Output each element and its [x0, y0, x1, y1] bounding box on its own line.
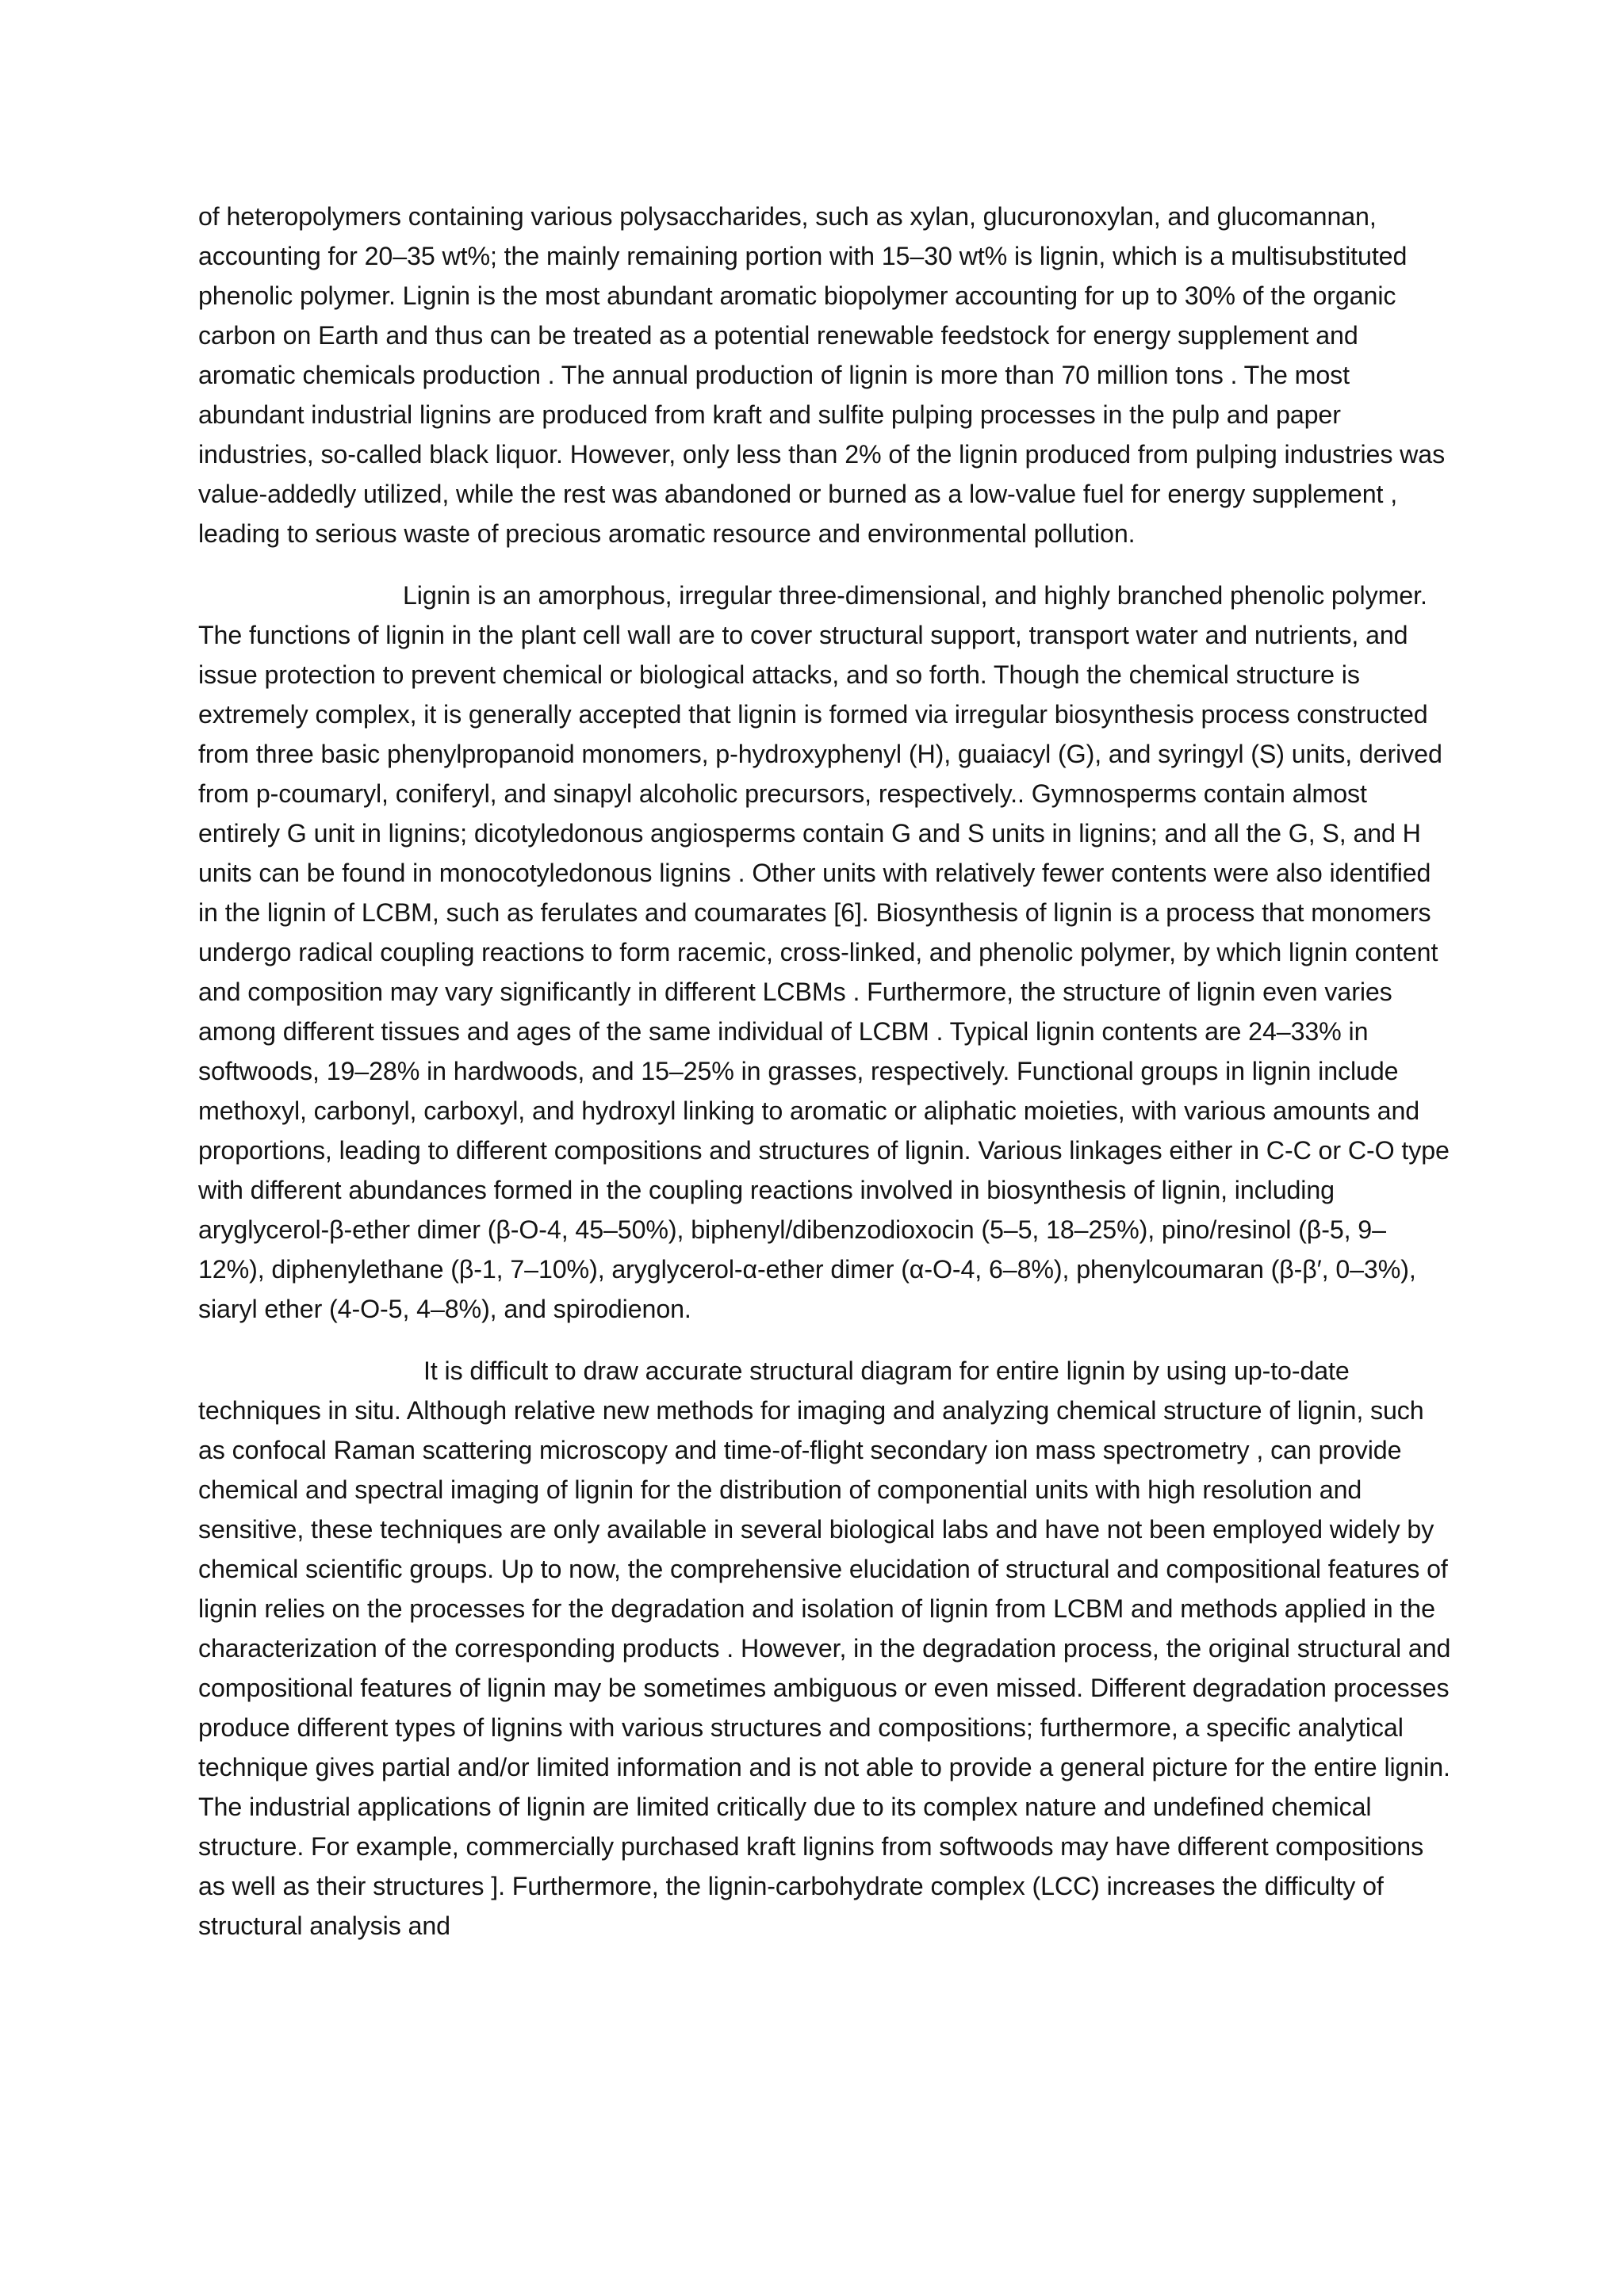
paragraph-1: of heteropolymers containing various polysaccharides, such as xylan, glucuronoxylan, and glucomannan, accounting for 20–35 wt%; the mainly remaining portion with 15–30 wt% is lignin, which is a multisubstituted phenolic polymer. Lignin is the most abundant aromatic biopolymer accounting for up to 30% of the organic carbon on Earth and thus can be treated as a potential renewable feedstock for energy supplement and aromatic chemicals production . The annual production of lignin is more than 70 million tons . The most abundant industrial lignins are produced from kraft and sulfite pulping processes in the pulp and paper industries, so-called black liquor. However, only less than 2% of the lignin produced from pulping industries was value-addedly utilized, while the rest was abandoned or burned as a low-value fuel for energy supplement , leading to serious waste of precious aromatic resource and environmental pollution. [198, 202, 1446, 548]
paragraph-2: Lignin is an amorphous, irregular three-dimensional, and highly branched phenolic polymer. The functions of lignin in the plant cell wall are to cover structural support, transport water and nutrients, and issue protection to prevent chemical or biological attacks, and so forth. Though the chemical structure is extremely complex, it is generally accepted that lignin is formed via irregular biosynthesis process constructed from three basic phenylpropanoid monomers, p-hydroxyphenyl (H), guaiacyl (G), and syringyl (S) units, derived from p-coumaryl, coniferyl, and sinapyl alcoholic precursors, respectively.. Gymnosperms contain almost entirely G unit in lignins; dicotyledonous angiosperms contain G and S units in lignins; and all the G, S, and H units can be found in monocotyledonous lignins . Other units with relatively fewer contents were also identified in the lignin of LCBM, such as ferulates and coumarates [6]. Biosynthesis of lignin is a process that monomers undergo radical coupling reactions to form racemic, cross-linked, and phenolic polymer, by which lignin content and composition may vary significantly in different LCBMs . Furthermore, the structure of lignin even varies among different tissues and ages of the same individual of LCBM . Typical lignin contents are 24–33% in softwoods, 19–28% in hardwoods, and 15–25% in grasses, respectively. Functional groups in lignin include methoxyl, carbonyl, carboxyl, and hydroxyl linking to aromatic or aliphatic moieties, with various amounts and proportions, leading to different compositions and structures of lignin. Various linkages either in C-C or C-O type with different abundances formed in the coupling reactions involved in biosynthesis of lignin, including aryglycerol-β-ether dimer (β-O-4, 45–50%), biphenyl/dibenzodioxocin (5–5, 18–25%), pino/resinol (β-5, 9–12%), diphenylethane (β-1, 7–10%), aryglycerol-α-ether dimer (α-O-4, 6–8%), phenylcoumaran (β-β′, 0–3%), siaryl ether (4-O-5, 4–8%), and spirodienon. [198, 581, 1450, 1323]
document-page [198, 197, 1451, 1946]
paragraph-3: It is difficult to draw accurate structural diagram for entire lignin by using up-to-date techniques in situ. Although relative new methods for imaging and analyzing chemical structure of lignin, such as confocal Raman scattering microscopy and time-of-flight secondary ion mass spectrometry , can provide chemical and spectral imaging of lignin for the distribution of componential units with high resolution and sensitive, these techniques are only available in several biological labs and have not been employed widely by chemical scientific groups. Up to now, the comprehensive elucidation of structural and compositional features of lignin relies on the processes for the degradation and isolation of lignin from LCBM and methods applied in the characterization of the corresponding products . However, in the degradation process, the original structural and compositional features of lignin may be sometimes ambiguous or even missed. Different degradation processes produce different types of lignins with various structures and compositions; furthermore, a specific analytical technique gives partial and/or limited information and is not able to provide a general picture for the entire lignin. The industrial applications of lignin are limited critically due to its complex nature and undefined chemical structure. For example, commercially purchased kraft lignins from softwoods may have different compositions as well as their structures ]. Furthermore, the lignin-carbohydrate complex (LCC) increases the difficulty of structural analysis and [198, 1357, 1451, 1940]
